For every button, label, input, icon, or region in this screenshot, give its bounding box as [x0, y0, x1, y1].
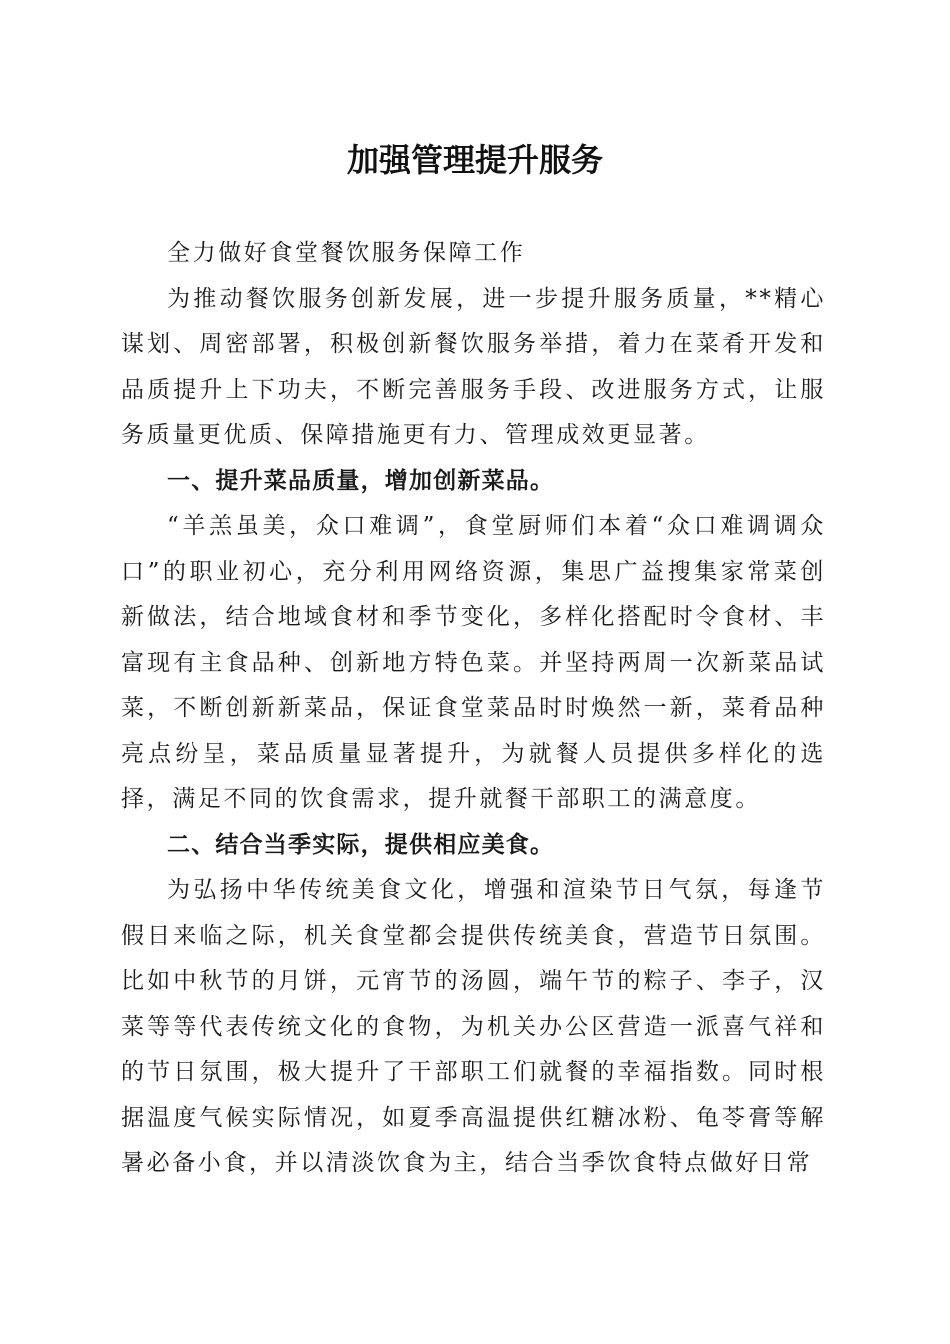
document-title: 加强管理提升服务	[346, 141, 603, 179]
section-body-2: 为弘扬中华传统美食文化，增强和渲染节日气氛，每逢节假日来临之际，机关食堂都会提供传统美食，营造节日氛围。比如中秋节的月饼，元宵节的汤圆，端午节的粽子、李子，汉菜等等代表传统文化的食物，为机关办公区营造一派喜气祥和的节日氛围，极大提升了干部职工们就餐的幸福指数。同时根据温度气候实际情况，如夏季高温提供红糖冰粉、龟苓膏等解暑必备小食，并以清淡饮食为主，结合当季饮食特点做好日常	[121, 877, 826, 1176]
document-body	[121, 231, 826, 1187]
section-heading-2: 二、结合当季实际，提供相应美食。	[167, 831, 555, 858]
section-body-1: “羊羔虽美，众口难调”，食堂厨师们本着“众口难调调众口”的职业初心，充分利用网络资源，集思广益搜集家常菜创新做法，结合地域食材和季节变化，多样化搭配时令食材、丰富现有主食品种、创新地方特色菜。并坚持两周一次新菜品试菜，不断创新新菜品，保证食堂菜品时时焕然一新，菜肴品种亮点纷呈，菜品质量显著提升，为就餐人员提供多样化的选择，满足不同的饮食需求，提升就餐干部职工的满意度。	[121, 513, 826, 812]
section-heading-1: 一、提升菜品质量，增加创新菜品。	[167, 467, 555, 494]
document-subtitle: 全力做好食堂餐饮服务保障工作	[167, 240, 526, 266]
intro-paragraph: 为推动餐饮服务创新发展，进一步提升服务质量，**精心谋划、周密部署，积极创新餐饮服务举措，着力在菜肴开发和品质提升上下功夫，不断完善服务手段、改进服务方式，让服务质量更优质、保障措施更有力、管理成效更显著。	[121, 285, 826, 448]
